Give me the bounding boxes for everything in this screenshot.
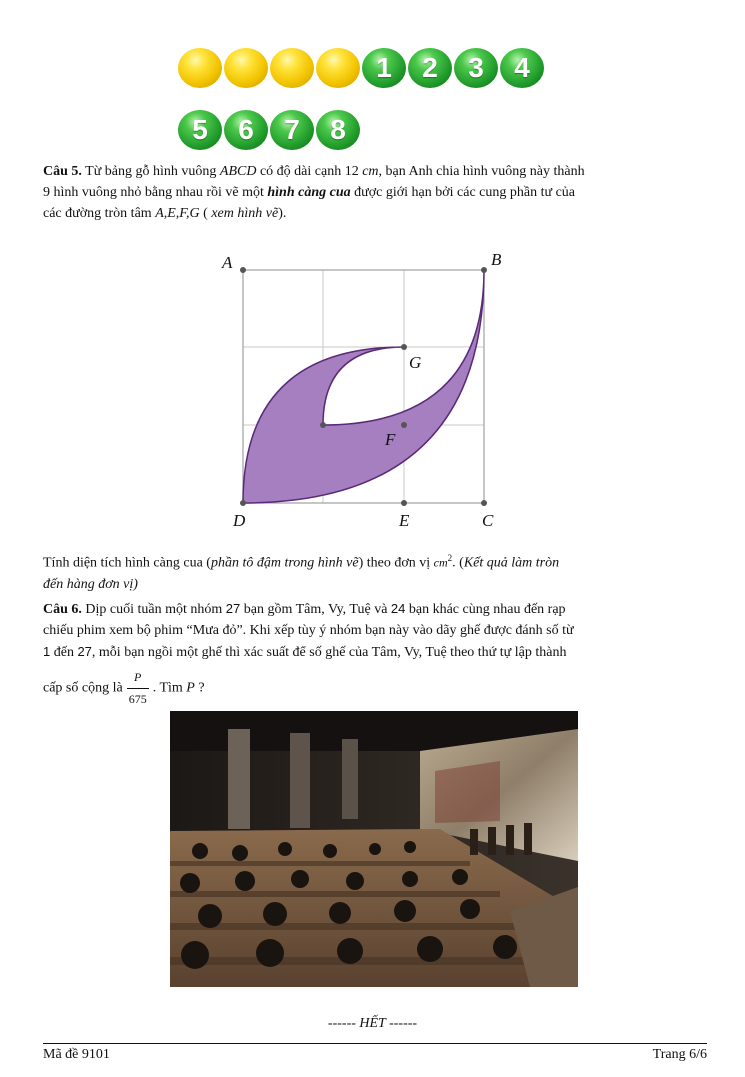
row1-ball: 3 [454,48,498,88]
row2-ball: 8 [316,110,360,150]
label-C: C [482,511,494,530]
row1-ball: 2 [408,48,452,88]
question-5-label: Câu 5. [43,164,82,179]
end-mark: ------ HẾT ------ [327,1016,418,1031]
label-D: D [233,511,246,530]
label-A: A [222,253,233,272]
label-F: F [385,430,396,449]
shape-name: hình càng cua [267,185,351,200]
row2-ball: 7 [270,110,314,150]
row1-ball: 4 [500,48,544,88]
cinema-photo [170,711,578,987]
probability-fraction: $\frac{P}{675}$ [127,667,149,710]
row1-ball [224,48,268,88]
ball-row-2 [178,110,360,150]
row2-ball: 6 [224,110,268,150]
label-E: E [399,511,410,530]
question-6-text: Câu 6. Dịp cuối tuần một nhóm 27 bạn gồm Tâm, Vy, Tuệ và 24 bạn khác cùng nhau đến rạp chiếu phim xem bộ phim “Mưa đỏ”. Khi xếp tùy ý nhóm bạn này vào dãy ghế được đánh số từ 1 đến 27, mỗi bạn ngồi một ghế thì xác suất để số ghế của Tâm, Vy, Tuệ theo thứ tự lập thành cấp số cộng là $\frac{P}{675}$ . Tìm P ? [43,598,707,710]
exam-code: Mã đề 9101 [43,1047,110,1062]
page-number: Trang 6/6 [652,1047,707,1062]
row1-ball [178,48,222,88]
label-B: B [491,250,502,269]
row1-ball [270,48,314,88]
claw-shape [243,270,484,503]
label-G: G [409,353,422,372]
question-6-label: Câu 6. [43,602,82,617]
question-5-task: Tính diện tích hình càng cua (phần tô đậm trong hình vẽ) theo đơn vị $cm^2$. (Kết quả làm tròn đến hàng đơn vị) [43,553,560,592]
row1-ball: 1 [362,48,406,88]
footer-divider [43,1043,707,1044]
ball-row-1 [178,48,544,88]
row2-ball: 5 [178,110,222,150]
row1-ball [316,48,360,88]
crab-claw-figure [215,245,515,535]
question-5-text: Câu 5. Từ bảng gỗ hình vuông ABCD có độ dài cạnh 12 cm, bạn Anh chia hình vuông này thành 9 hình vuông nhỏ bằng nhau rồi vẽ một hình càng cua được giới hạn bởi các cung phần tư của các đường tròn tâm A,E,F,G ( xem hình vẽ). [43,164,585,221]
